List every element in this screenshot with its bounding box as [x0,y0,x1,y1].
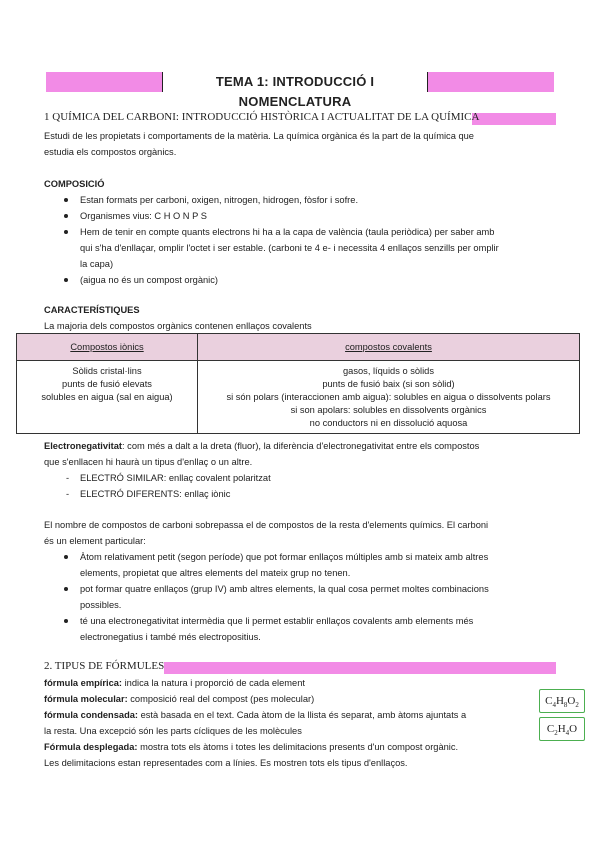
composicio-list [80,192,556,288]
list-item-continuation: possibles. [80,600,122,610]
bullet-icon [64,230,68,234]
carboni-line2: és un element particular: [44,536,146,546]
title-bar [46,72,554,109]
list-item: Hem de tenir en compte quants electrons hi ha a la capa de valència (taula periòdica) per saber amb [80,224,556,240]
list-item-continuation: qui s'ha d'enllaçar, omplir l'octet i ser estable. (carboni te 4 e- i necessita 4 enllaços senzills per omplir [80,243,499,253]
formula-desplegada: Fórmula desplegada: mostra tots els àtoms i totes les delimitacions presents d'un compost orgànic. [44,742,459,752]
formula-desplegada-line2: Les delimitacions estan representades com a línies. Es mostren tots els tipus d'enllaços. [44,758,408,768]
list-item: (aigua no és un compost orgànic) [80,272,556,288]
bullet-icon [64,619,68,623]
bullet-icon [64,555,68,559]
formula-empirica: fórmula empírica: indica la natura i proporció de cada element [44,678,305,688]
table-header-covalents: compostos covalents [198,334,580,361]
comparison-table [16,333,580,434]
formula-molecular: fórmula molecular: composició real del compost (pes molecular) [44,694,315,704]
table-header-row [17,334,580,361]
page-title: TEMA 1: INTRODUCCIÓ I NOMENCLATURA [162,72,428,92]
list-item: Organismes vius: C H O N P S [80,208,556,224]
list-item-continuation: la capa) [80,259,114,269]
composicio-heading: COMPOSICIÓ [44,179,105,189]
section1-intro-line2: estudia els compostos orgànics. [44,147,177,157]
title-highlight-left [46,72,162,92]
bullet-icon [64,587,68,591]
formula-box-c2h4o: $C_2H_4O$ [539,717,585,741]
table-cell-covalents: gasos, líquids o sòlids punts de fusió baix (si son sòlid) si són polars (interaccionen amb aigua): solubles en aigua o dissolvents polars si son apolars: solubles en dissolvents orgànics no conductors ni en dissolució aquosa [198,361,580,434]
electronegativitat-line2: que s'enllacen hi haurà un tipus d'enllaç o un altre. [44,457,253,467]
carboni-list [80,549,556,645]
list-item-continuation: elements, propietat que altres elements del mateix grup no tenen. [80,568,351,578]
list-item: té una electronegativitat intermèdia que li permet establir enllaços covalents amb elements més [80,613,556,629]
electronegativitat-line1: Electronegativitat: com més a dalt a la dreta (fluor), la diferència d'electronegativitat entre els compostos [44,441,480,451]
carboni-line1: El nombre de compostos de carboni sobrepassa el de compostos de la resta d'elements químics. El carboni [44,520,489,530]
section1-intro-line1: Estudi de les propietats i comportaments de la matèria. La química orgànica és la part de la química que [44,131,474,141]
table-cell-ionics: Sòlids cristal·lins punts de fusió elevats solubles en aigua (sal en aigua) [17,361,198,434]
title-highlight-right [428,72,554,92]
list-item-continuation: electronegatius i també més electropositius. [80,632,261,642]
list-item: pot formar quatre enllaços (grup IV) amb altres elements, la qual cosa permet moltes combinacions [80,581,556,597]
section2-highlight [164,662,556,674]
electronegativitat-list [66,470,550,502]
dash-icon: - [66,489,70,499]
dash-icon: - [66,473,70,483]
section2-heading: 2. TIPUS DE FÓRMULES [44,660,165,672]
list-item: Àtom relativament petit (segon període) que pot formar enllaços múltiples amb si mateix amb altres [80,549,556,565]
formula-box-c4h8o2: $C_4H_8O_2$ [539,689,585,713]
list-item: - ELECTRÓ DIFERENTS: enllaç iònic [80,486,550,502]
list-item: Estan formats per carboni, oxigen, nitrogen, hidrogen, fòsfor i sofre. [80,192,556,208]
section1-highlight [472,113,556,125]
bullet-icon [64,214,68,218]
bullet-icon [64,198,68,202]
list-item: - ELECTRÓ SIMILAR: enllaç covalent polaritzat [80,470,550,486]
table-row [17,361,580,434]
formula-condensada-line2: la resta. Una excepció són les parts cícliques de les molècules [44,726,302,736]
formula-condensada: fórmula condensada: està basada en el text. Cada àtom de la llista és separat, amb àtoms ajuntats a [44,710,467,720]
bullet-icon [64,278,68,282]
caracteristiques-intro: La majoria dels compostos orgànics contenen enllaços covalents [44,321,312,331]
caracteristiques-heading: CARACTERÍSTIQUES [44,305,140,315]
table-header-ionics: Compostos iònics [17,334,198,361]
section1-heading: 1 QUÍMICA DEL CARBONI: INTRODUCCIÓ HISTÒRICA I ACTUALITAT DE LA QUÍMICA [44,111,480,123]
